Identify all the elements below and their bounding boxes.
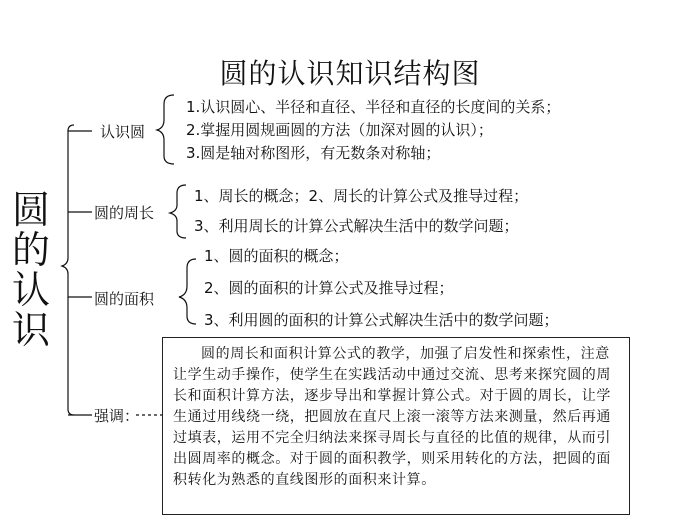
branch-renshiyuan-label: 认识圆 xyxy=(100,123,146,141)
root-node xyxy=(10,190,52,350)
root-brace xyxy=(62,125,74,415)
branch-zhouchang-label: 圆的周长 xyxy=(94,204,155,222)
brace-mianji xyxy=(179,259,196,324)
root-char: 认 xyxy=(11,268,50,312)
branch-zhouchang-item: 1、周长的概念；2、周长的计算公式及推导过程； xyxy=(194,187,529,205)
branch-mianji-item: 2、圆的面积的计算公式及推导过程； xyxy=(204,279,454,297)
root-char: 识 xyxy=(11,308,50,352)
emphasis-note-box: 圆的周长和面积计算公式的教学，加强了启发性和探索性，注意让学生动手操作，使学生在实践活动中通过交流、思考来探究圆的周长和面积计算方法，逐步导出和掌握计算公式。对于圆的周长，让学生通过用线绕一绕，把圆放在直尺上滚一滚等方法来测量，然后再通过填表，运用不完全归纳法来探寻周长与直径的比值的规律，从而引出圆周率的概念。对于圆的面积教学，则采用转化的方法，把圆的面积转化为熟悉的直线图形的面积来计算。 xyxy=(162,337,630,515)
root-char: 圆 xyxy=(11,188,50,232)
branch-qiangdiao-label: 强调： xyxy=(94,407,140,425)
branch-mianji-item: 3、利用圆的面积的计算公式解决生活中的数学问题； xyxy=(204,311,559,329)
branch-mianji-item: 1、圆的面积的概念； xyxy=(204,247,349,265)
branch-zhouchang-item: 3、利用周长的计算公式解决生活中的数学问题； xyxy=(194,217,519,235)
branch-renshiyuan-item: 2.掌握用圆规画圆的方法（加深对圆的认识）； xyxy=(186,121,493,139)
root-char: 的 xyxy=(11,228,50,272)
brace-zhouchang xyxy=(170,185,186,238)
page-title: 圆的认识知识结构图 xyxy=(219,57,481,90)
branch-mianji-label: 圆的面积 xyxy=(94,290,155,308)
branch-renshiyuan-item: 1.认识圆心、半径和直径、半径和直径的长度间的关系； xyxy=(186,98,561,116)
branch-renshiyuan-item: 3.圆是轴对称图形，有无数条对称轴； xyxy=(186,144,441,162)
brace-renshiyuan xyxy=(157,95,174,164)
